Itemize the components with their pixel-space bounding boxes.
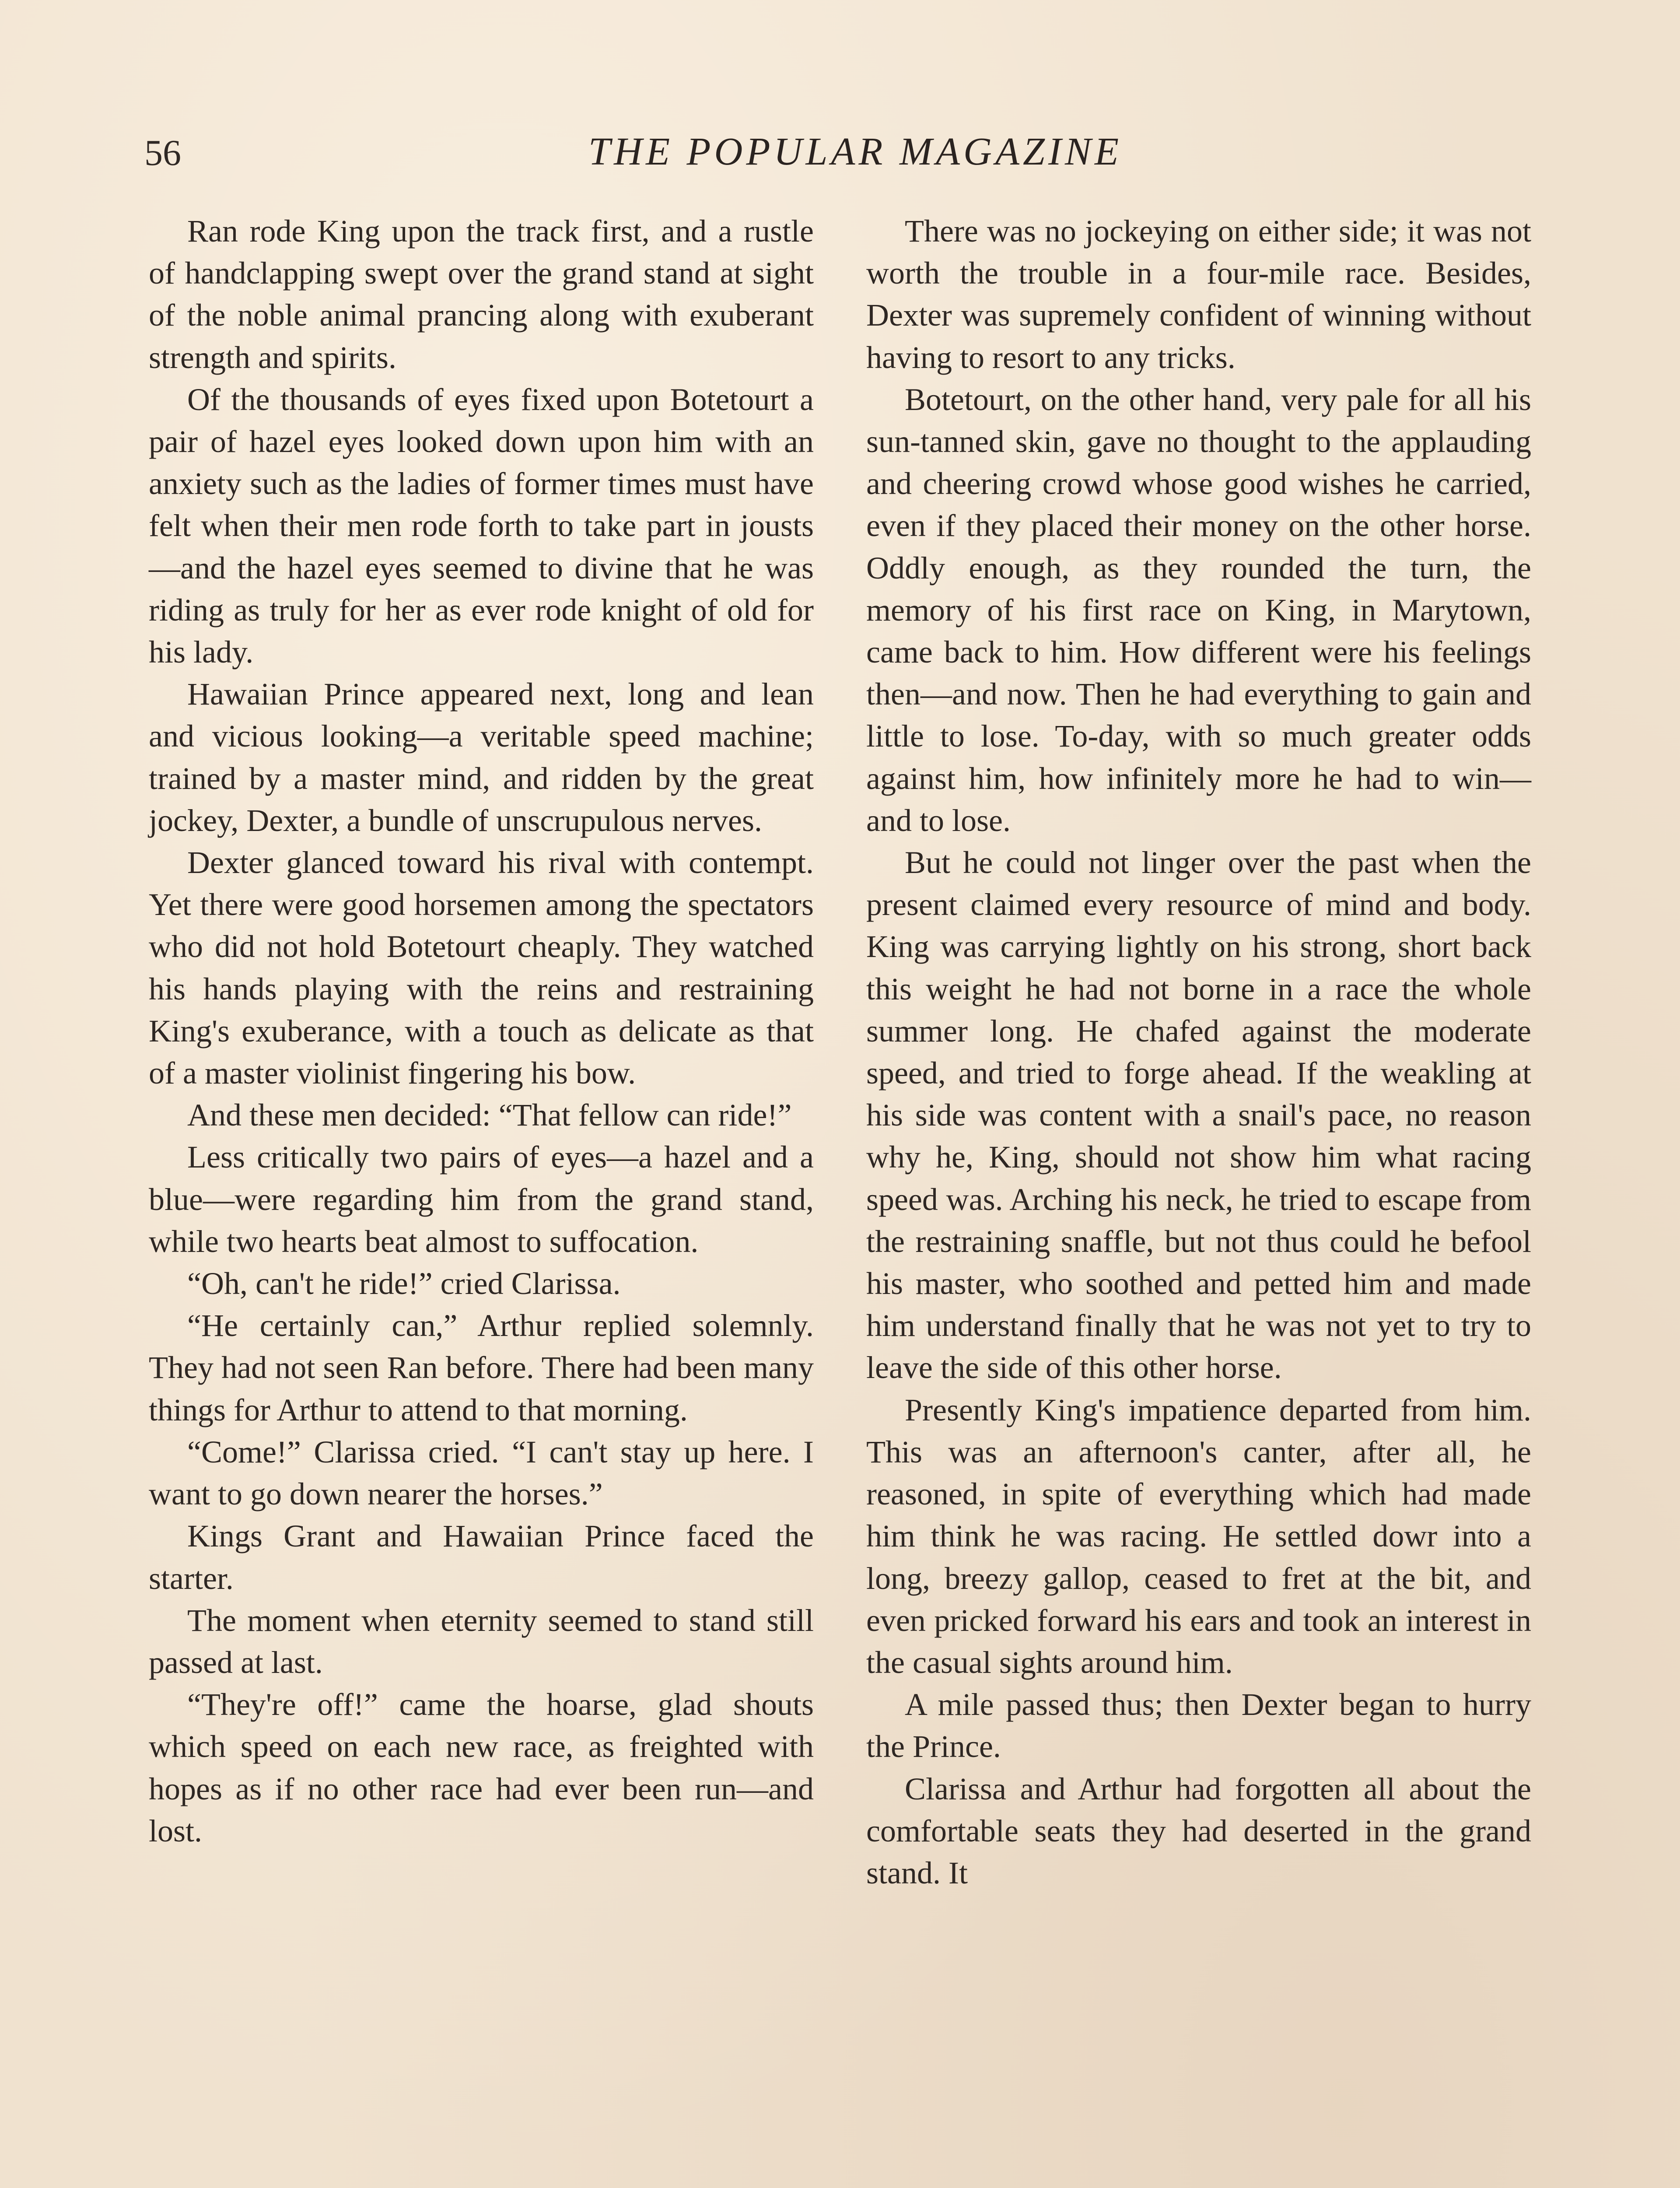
running-head: THE POPULAR MAGAZINE <box>588 130 1122 173</box>
paragraph: Dexter glanced toward his rival with contempt. Yet there were good horsemen among the spectators who did not hold Botetourt cheaply. They watched his hands playing with the reins and restraining King's exuberance, with a touch as delicate as that of a master violinist fingering his bow. <box>149 845 814 1091</box>
right-column <box>866 210 1531 1894</box>
paragraph: Presently King's impatience departed from him. This was an afternoon's canter, after all, he reasoned, in spite of everything which had made him think he was racing. He settled dowr into a long, breezy gallop, ceased to fret at the bit, and even pricked forward his ears and took an interest in the casual sights around him. <box>866 1392 1531 1680</box>
paragraph: Of the thousands of eyes fixed upon Botetourt a pair of hazel eyes looked down upon him with an anxiety such as the ladies of former times must have felt when their men rode forth to take part in jousts—and the hazel eyes seemed to divine that he was riding as truly for her as ever rode knight of old for his lady. <box>149 382 814 670</box>
paragraph: A mile passed thus; then Dexter began to hurry the Prince. <box>866 1687 1531 1764</box>
paragraph: “They're off!” came the hoarse, glad shouts which speed on each new race, as freighted with hopes as if no other race had ever been run—and lost. <box>149 1687 814 1848</box>
paragraph: Less critically two pairs of eyes—a hazel and a blue—were regarding him from the grand stand, while two hearts beat almost to suffocation. <box>149 1140 814 1259</box>
paragraph: Botetourt, on the other hand, very pale for all his sun-tanned skin, gave no thought to the applauding and cheering crowd whose good wishes he carried, even if they placed their money on the other horse. Oddly enough, as they rounded the turn, the memory of his first race on King, in Marytown, came back to him. How different were his feelings then—and now. Then he had everything to gain and little to lose. To-day, with so much greater odds against him, how infinitely more he had to win—and to lose. <box>866 382 1531 838</box>
paragraph: Ran rode King upon the track first, and a rustle of handclapping swept over the grand stand at sight of the noble animal prancing along with exuberant strength and spirits. <box>149 214 814 375</box>
paragraph: And these men decided: “That fellow can ride!” <box>187 1098 792 1133</box>
paragraph: Hawaiian Prince appeared next, long and lean and vicious looking—a veritable speed machine; trained by a master mind, and ridden by the great jockey, Dexter, a bundle of unscrupulous nerves. <box>149 677 814 838</box>
paragraph: “He certainly can,” Arthur replied solemnly. They had not seen Ran before. There had been many things for Arthur to attend to that morning. <box>149 1308 814 1427</box>
paragraph: “Come!” Clarissa cried. “I can't stay up here. I want to go down nearer the horses.” <box>149 1434 814 1512</box>
paragraph: There was no jockeying on either side; it was not worth the trouble in a four-mile race. Besides, Dexter was supremely confident of winning without having to resort to any tricks. <box>866 214 1531 375</box>
page-number: 56 <box>144 133 181 173</box>
paragraph: The moment when eternity seemed to stand still passed at last. <box>149 1602 814 1680</box>
left-column <box>149 210 814 1852</box>
paragraph: But he could not linger over the past when the present claimed every resource of mind and body. King was carrying lightly on his strong, short back this weight he had not borne in a race the whole summer long. He chafed against the moderate speed, and tried to forge ahead. If the weakling at his side was content with a snail's pace, no reason why he, King, should not show him what racing speed was. Arching his neck, he tried to escape from the restraining snaffle, but not thus could he befool his master, who soothed and petted him and made him understand finally that he was not yet to try to leave the side of this other horse. <box>866 845 1531 1385</box>
paragraph: Kings Grant and Hawaiian Prince faced the starter. <box>149 1518 814 1596</box>
paragraph: “Oh, can't he ride!” cried Clarissa. <box>187 1266 621 1301</box>
paragraph: Clarissa and Arthur had forgotten all about the comfortable seats they had deserted in the grand stand. It <box>866 1771 1531 1890</box>
